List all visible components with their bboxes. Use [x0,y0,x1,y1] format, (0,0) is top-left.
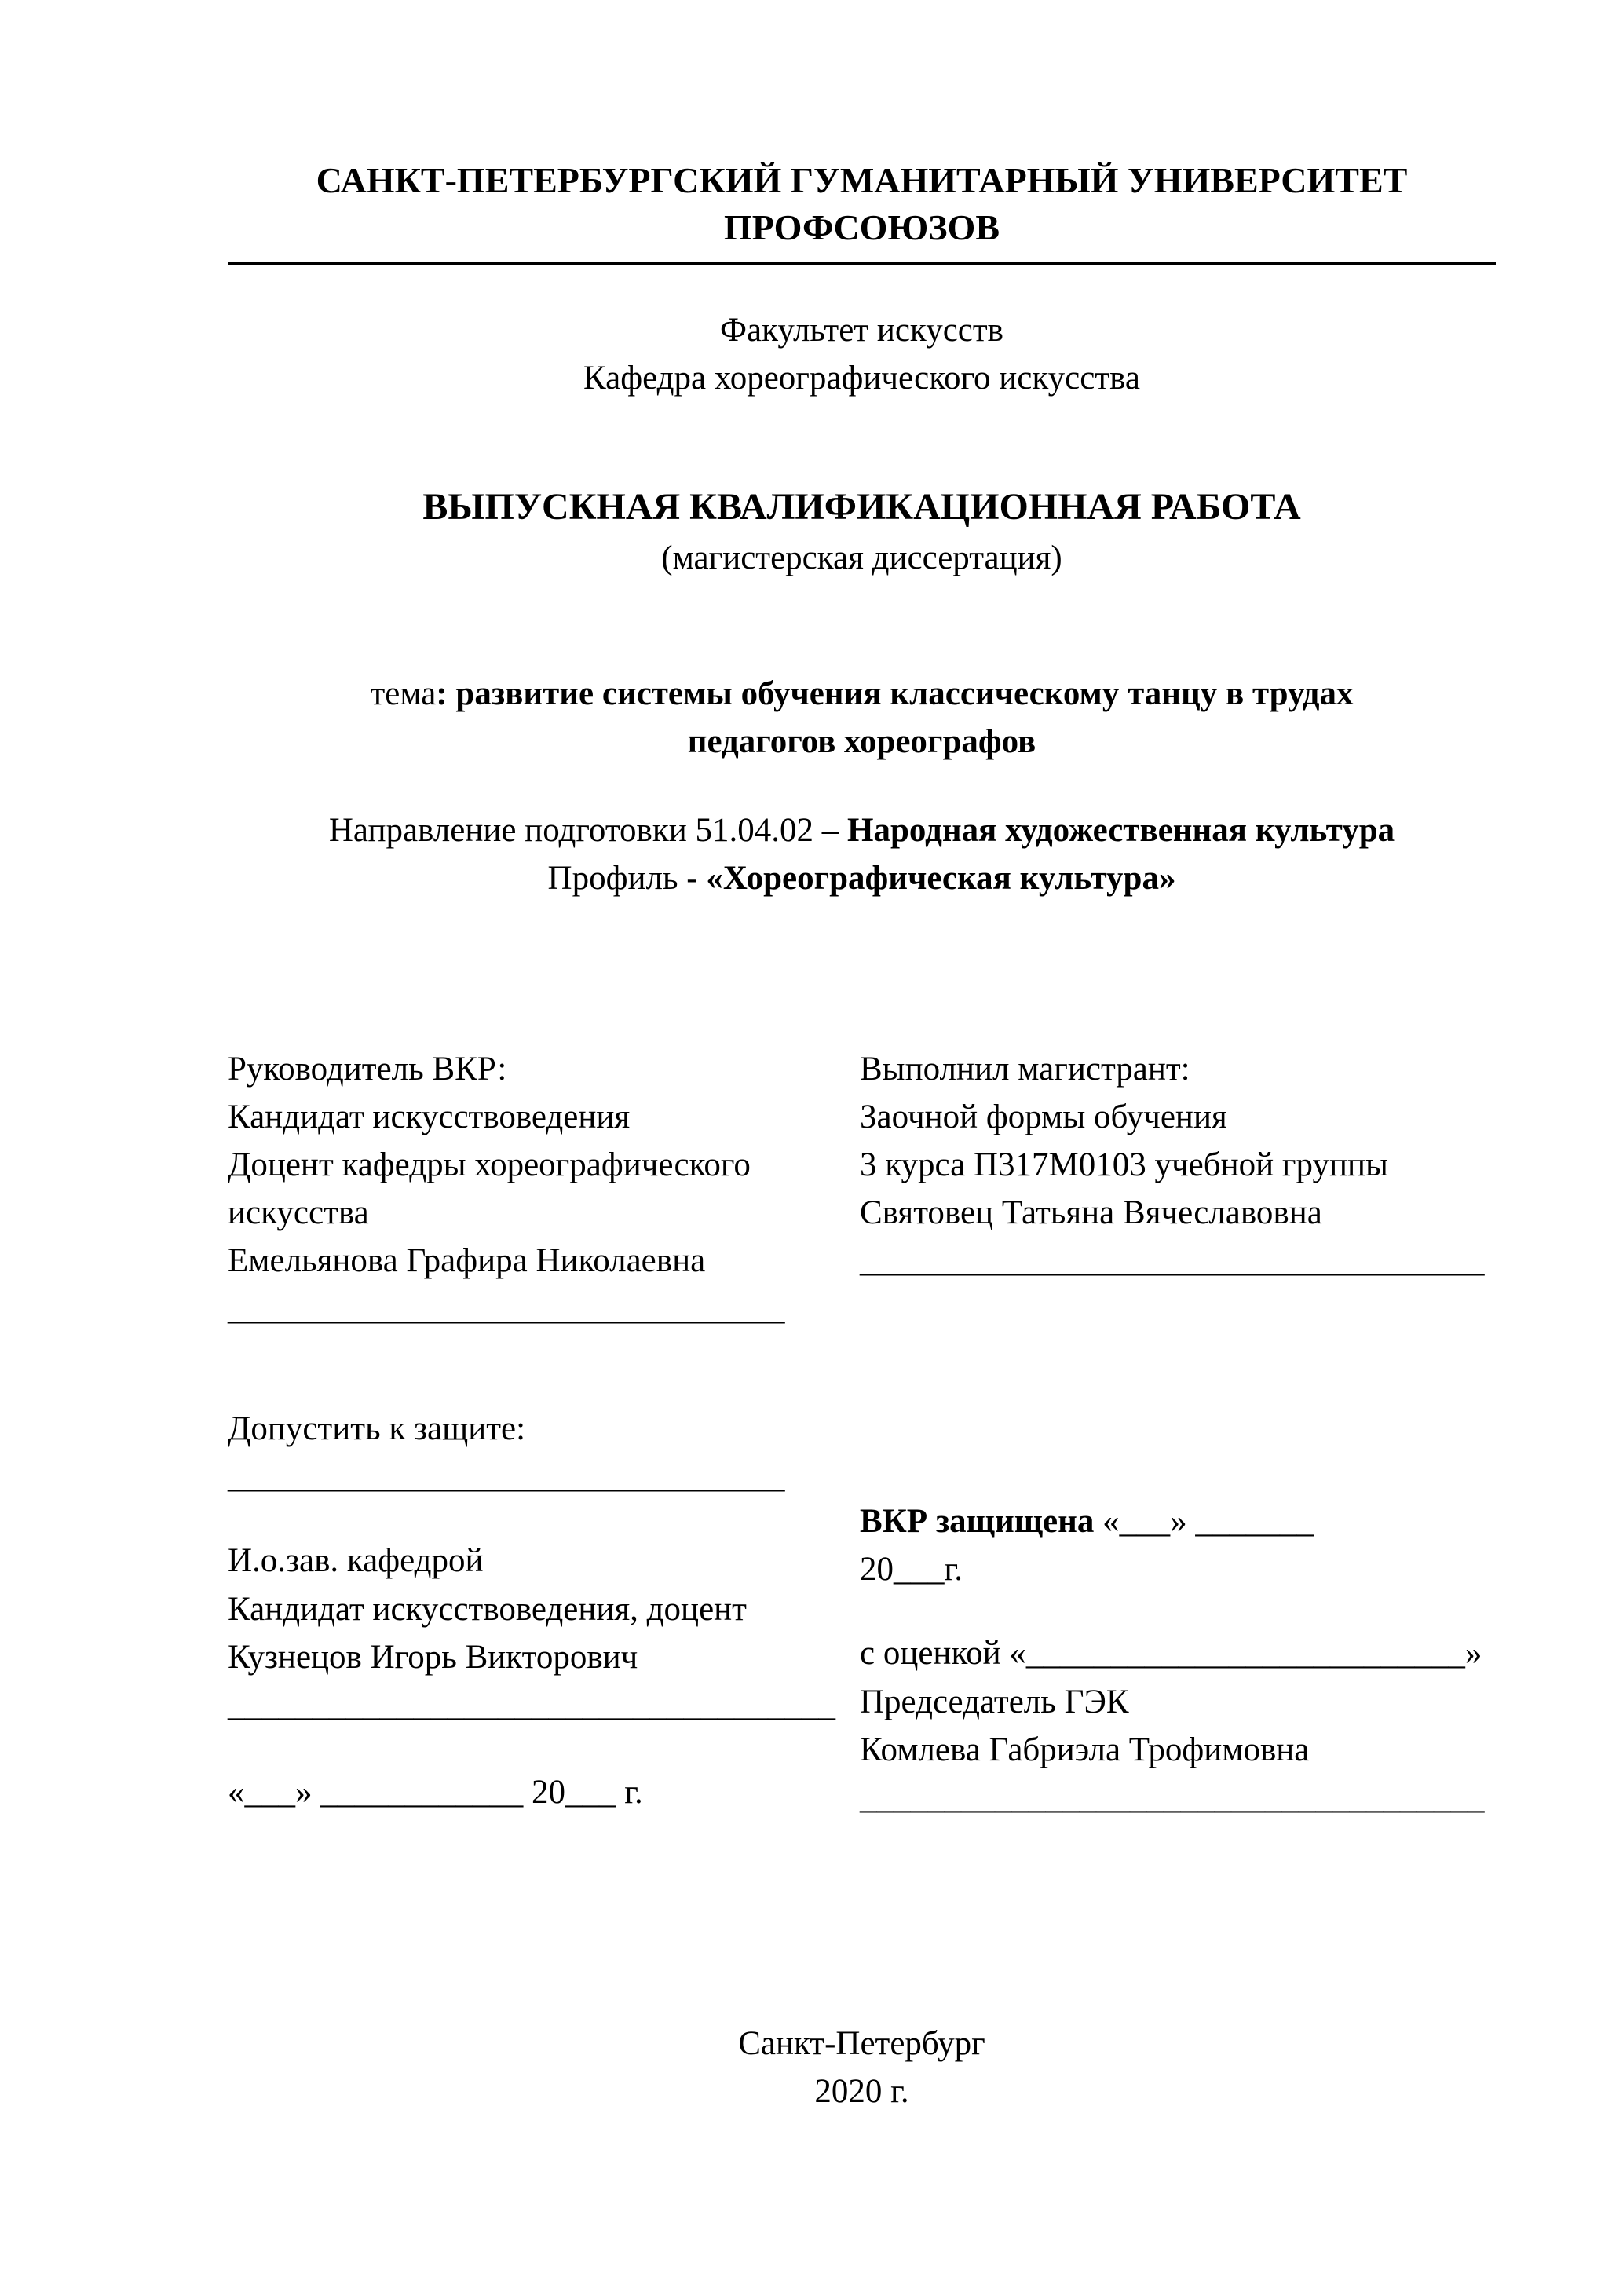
grade-line [860,1629,1496,1677]
city: Санкт-Петербург [738,2024,985,2062]
work-title: ВЫПУСКНАЯ КВАЛИФИКАЦИОННАЯ РАБОТА [422,485,1301,528]
signatories-bottom [228,1405,1496,1821]
defense-date-line2: 20___г. [860,1551,963,1589]
defense-date-blanks: «___» _______ [1094,1503,1314,1541]
grade-blank: __________________________ [1025,1635,1465,1673]
defense-date-line1 [860,1497,1496,1545]
direction-line [228,806,1496,854]
head-degree: Кандидат искусствоведения, доцент [228,1590,747,1628]
department-name: Кафедра хореографического искусства [583,359,1140,397]
student-group: 3 курса П317М0103 учебной группы [860,1146,1388,1184]
topic-text: : развитие системы обучения классическому танцу в трудах педагогов хореографов [436,675,1354,760]
university-name [228,157,1496,251]
supervisor-name: Емельянова Графира Николаевна [228,1242,706,1280]
supervisor-block [228,1045,860,1333]
defense-outer [860,1405,1496,1821]
signatories-top [228,1045,1496,1333]
chair-name: Комлева Габриэла Трофимовна [860,1731,1310,1768]
topic-block [297,670,1427,766]
defense-label: ВКР защищена [860,1503,1095,1541]
university-name-line1: САНКТ-ПЕТЕРБУРГСКИЙ ГУМАНИТАРНЫЙ УНИВЕРСИТЕТ [316,160,1408,200]
supervisor-role: Руководитель ВКР: [228,1051,507,1088]
grade-label: с оценкой « [860,1635,1026,1673]
admission-title: Допустить к защите: [228,1410,526,1448]
topic-label: тема [370,675,437,712]
header-divider [228,262,1496,265]
student-signature-line: _____________________________________ [860,1242,1485,1280]
profile-value: «Хореографическая культура» [706,860,1176,898]
chair-signature-line: _____________________________________ [860,1779,1485,1816]
student-role: Выполнил магистрант: [860,1051,1190,1088]
footer-block [228,2020,1496,2115]
direction-value: Народная художественная культура [847,811,1395,849]
defense-block [860,1497,1496,1821]
admission-signature-line: _________________________________ [228,1458,785,1496]
student-name: Святовец Татьяна Вячеславовна [860,1194,1322,1232]
grade-close-quote: » [1464,1635,1482,1673]
year: 2020 г. [814,2072,909,2110]
head-position: И.о.зав. кафедрой [228,1542,484,1580]
student-study-form: Заочной формы обучения [860,1099,1227,1136]
profile-line [228,854,1496,902]
work-title-block [228,481,1496,582]
faculty-name: Факультет искусств [720,311,1003,349]
program-block [228,806,1496,902]
head-name: Кузнецов Игорь Викторович [228,1638,638,1676]
faculty-block [228,306,1496,402]
admission-block [228,1405,860,1815]
profile-label: Профиль - [547,860,707,898]
direction-label: Направление подготовки 51.04.02 – [328,811,848,849]
chair-title: Председатель ГЭК [860,1683,1129,1720]
student-block [860,1045,1496,1285]
supervisor-degree: Кандидат искусствоведения [228,1099,631,1136]
work-subtitle: (магистерская диссертация) [661,539,1062,576]
supervisor-position: Доцент кафедры хореографического искусства [228,1146,751,1232]
head-signature-line: ____________________________________ [228,1686,835,1724]
admission-date-line: «___» ____________ 20___ г. [228,1773,643,1811]
supervisor-signature-line: _________________________________ [228,1290,785,1328]
university-name-line2: ПРОФСОЮЗОВ [724,207,1000,247]
